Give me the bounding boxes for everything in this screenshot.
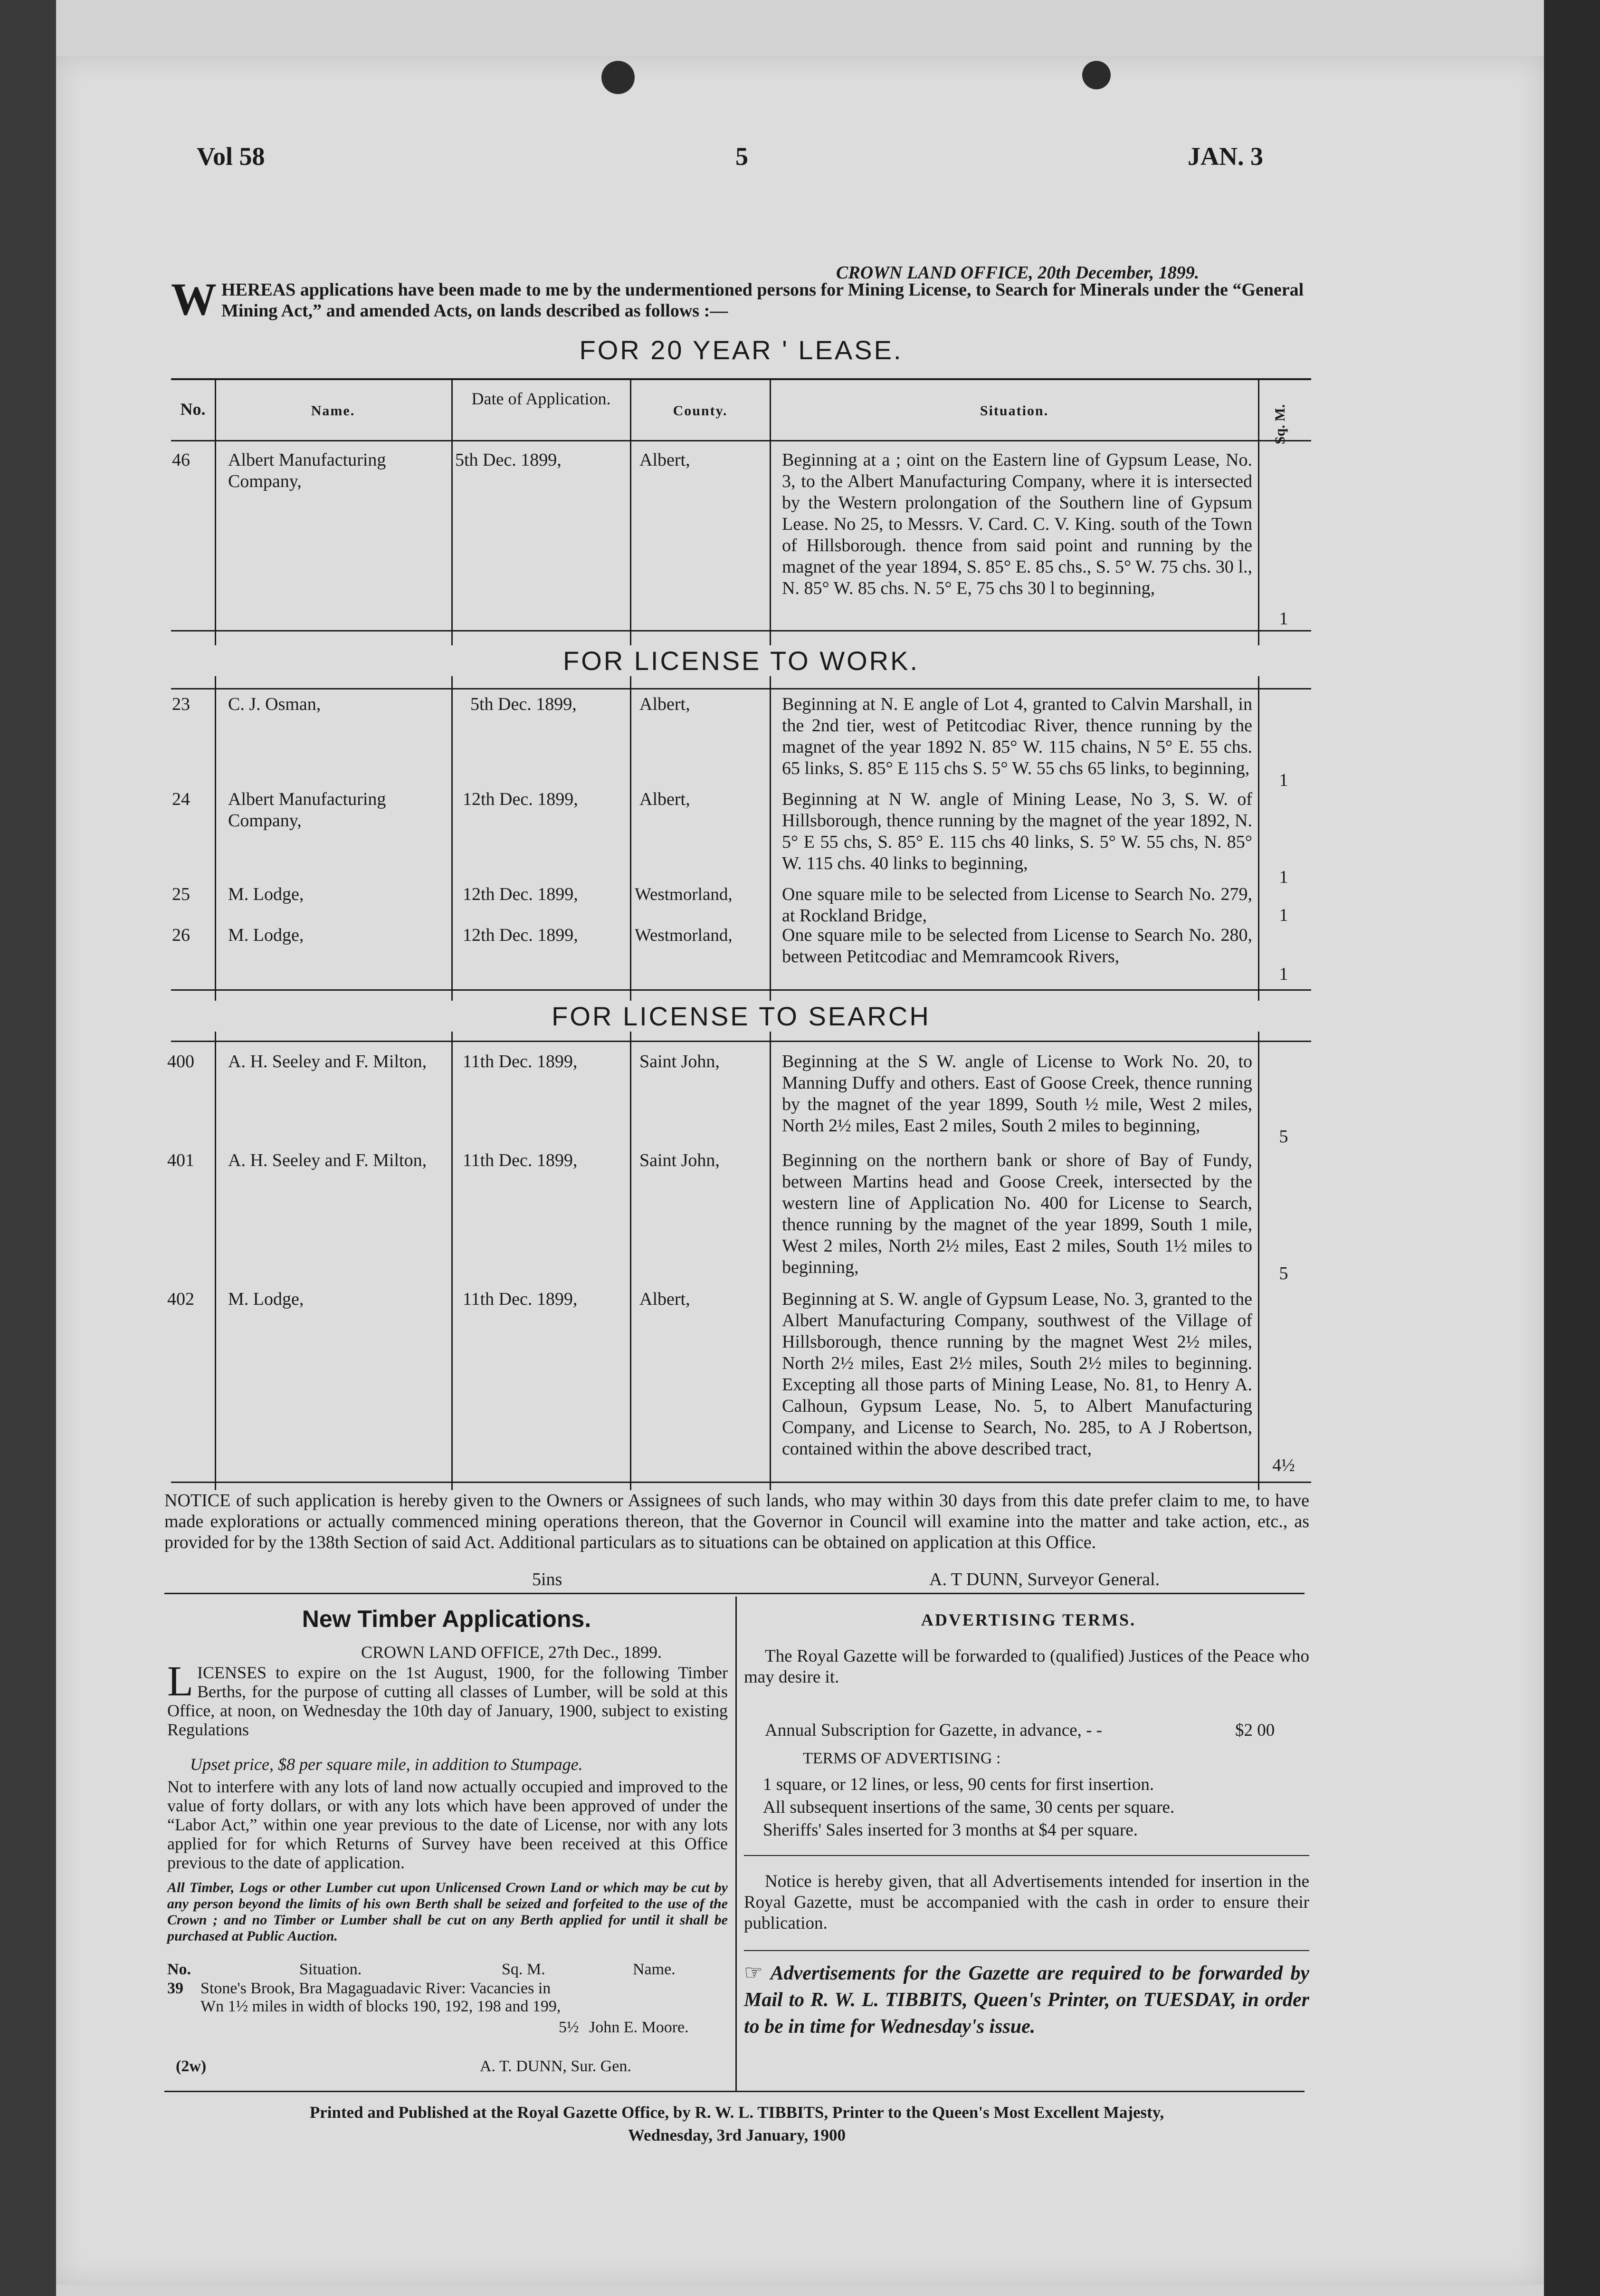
row-no: 46 [172, 450, 190, 470]
row-name: Albert Manufacturing Company, [228, 450, 386, 491]
row-county: Albert, [639, 789, 690, 809]
mail-notice [744, 1960, 1309, 2040]
section-title-search: FOR LICENSE TO SEARCH [171, 1001, 1311, 1032]
column-divider [735, 1597, 737, 2091]
row-date: 12th Dec. 1899, [463, 789, 578, 809]
advertising-rule [744, 1950, 1309, 1951]
timber-para2: Not to interfere with any lots of land now actually occupied and improved to the value of forty dollars, or with any lots which have been approved of under the “Labor Act,” within one year previous to the date of License, nor with any lots applied for for which Returns of Survey have been received at this Office previous to the date of application. [167, 1777, 728, 1872]
terms-line-1: 1 square, or 12 lines, or less, 90 cents for first insertion. [763, 1775, 1154, 1794]
col-header-situation: Situation. [980, 403, 1049, 419]
row-county: Westmorland, [635, 926, 733, 945]
row-situation: One square mile to be selected from License to Search No. 280, between Petitcodiac and Memramcook Rivers, [782, 925, 1252, 966]
row-date: 11th Dec. 1899, [463, 1150, 578, 1170]
row-name: Albert Manufacturing Company, [228, 789, 386, 831]
timber-col-sqm: Sq. M. [502, 1961, 545, 1978]
drop-cap: L [167, 1658, 193, 1705]
intro-text: HEREAS applications have been made to me by the undermentioned persons for Mining License, to Search for Minerals under the “General Mining Act,” and amended Acts, on lands described as follows :— [221, 280, 1304, 321]
footer-rule [164, 2091, 1305, 2092]
intro-paragraph [171, 274, 1311, 325]
col-header-county: County. [673, 403, 728, 419]
subscription-label: Annual Subscription for Gazette, in advance, - - [765, 1721, 1102, 1740]
row-sqm: 1 [1279, 905, 1288, 925]
row-no: 25 [172, 884, 190, 904]
volume-number: Vol 58 [197, 142, 265, 171]
drop-cap: W [171, 274, 217, 325]
notice-signature: A. T DUNN, Surveyor General. [929, 1569, 1160, 1589]
advertising-rule [744, 1855, 1309, 1856]
col-rule [451, 378, 453, 1490]
timber-paragraph [167, 1658, 728, 1739]
col-header-name: Name. [311, 403, 355, 419]
pointing-hand-icon: ☞ [744, 1961, 763, 1984]
row-sqm: 1 [1279, 964, 1288, 984]
header-rule [171, 440, 1311, 441]
timber-col-name: Name. [633, 1961, 676, 1978]
col-header-date: Date of Application. [471, 389, 611, 408]
row-situation: Beginning at N. E angle of Lot 4, granted to Calvin Marshall, in the 2nd tier, west of Petitcodiac River, thence running by the magnet of the year 1892 N. 85° W. 115 chains, N 5° E. 55 chs. 65 links, S. 85° E 115 chs S. 5° W. 55 chs 65 links, to beginning, [782, 694, 1252, 778]
timber-code: (2w) [176, 2057, 207, 2075]
advertising-p1: The Royal Gazette will be forwarded to (qualified) Justices of the Peace who may desire it. [744, 1646, 1309, 1687]
row-situation: Beginning on the northern bank or shore of Bay of Fundy, between Martins head and Goose Creek, intersected by the western line of Application No. 400 for License to Search, thence running by the magnet of the year 1899, South 1 mile, West 2 miles, North 2½ miles, East 2 miles, South 1½ miles to beginning, [782, 1150, 1252, 1277]
terms-line-3: Sheriffs' Sales inserted for 3 months at $4 per square. [763, 1820, 1138, 1840]
advertising-notice: Notice is hereby given, that all Advertisements intended for insertion in the Royal Gazette, must be accompanied with the cash in order to ensure their publication. [744, 1872, 1309, 1933]
book-binding [0, 0, 56, 2296]
row-no: 401 [167, 1150, 194, 1170]
page-number: 5 [735, 142, 748, 171]
section-title-lease: FOR 20 YEAR ' LEASE. [579, 335, 903, 365]
timber-entry-sqm: 5½ [559, 2019, 579, 2036]
section-rule [171, 630, 1311, 631]
timber-entry-name: John E. Moore. [589, 2019, 689, 2036]
row-county: Saint John, [639, 1150, 720, 1170]
punch-hole [601, 61, 635, 94]
advertising-title: ADVERTISING TERMS. [921, 1610, 1136, 1629]
row-date: 5th Dec. 1899, [455, 450, 562, 470]
section-title-work: FOR LICENSE TO WORK. [171, 645, 1311, 676]
timber-para1: ICENSES to expire on the 1st August, 1900, for the following Timber Berths, for the purpose of cutting all classes of Lumber, will be sold at this Office, at noon, on Wednesday the 10th day of January, 1900, subject to existing Regulations [167, 1663, 728, 1739]
row-county: Saint John, [639, 1052, 720, 1071]
row-sqm: 1 [1279, 867, 1288, 887]
row-sqm: 1 [1279, 609, 1288, 629]
mail-notice-text: Advertisements for the Gazette are required to be forwarded by Mail to R. W. L. TIBBITS, Queen's Printer, on TUESDAY, in order to be in time for Wednesday's issue. [744, 1962, 1310, 2038]
table-bottom-rule [171, 1482, 1311, 1483]
row-situation: Beginning at S. W. angle of Gypsum Lease, No. 3, granted to the Albert Manufacturing Company, southwest of the Village of Hillsborough, thence running by the magnet West 2½ miles, North 2½ miles, East 2½ miles, South 2½ miles to beginning. Excepting all those parts of Mining Lease, No. 81, to Henry A. Calhoun, Gypsum Lease, No. 5, to Albert Manufacturing Company, and License to Search, No. 285, to A J Robertson, contained within the above described tract, [782, 1289, 1252, 1459]
timber-office: CROWN LAND OFFICE, 27th Dec., 1899. [361, 1643, 662, 1662]
row-sqm: 5 [1279, 1127, 1288, 1147]
timber-warning: All Timber, Logs or other Lumber cut upon Unlicensed Crown Land or which may be cut by any person beyond the limits of his own Berth shall be seized and forfeited to the use of the Crown ; and no Timber or Lumber shall be cut on any Berth applied for until it shall be purchased at Public Auction. [167, 1880, 728, 1944]
row-situation: One square mile to be selected from License to Search No. 279, at Rockland Bridge, [782, 884, 1252, 926]
office-dateline: CROWN LAND OFFICE, 20th December, 1899. [836, 263, 1200, 283]
section-rule [171, 1041, 1311, 1042]
row-date: 11th Dec. 1899, [463, 1052, 578, 1071]
col-header-no: No. [180, 400, 206, 419]
row-name: A. H. Seeley and F. Milton, [228, 1150, 427, 1170]
row-date: 12th Dec. 1899, [463, 884, 578, 904]
terms-heading: TERMS OF ADVERTISING : [803, 1750, 1001, 1767]
row-situation: Beginning at a ; oint on the Eastern line of Gypsum Lease, No. 3, to the Albert Manufacturing Company, where it is intersected by the Western prolongation of the Southern line of Gypsum Lease. No 25, to Messrs. V. Card. C. V. King. south of the Town of Hillsborough. thence from said point and running by the magnet of the year 1894, S. 85° E. 85 chs., S. 5° W. 75 chs. 30 l., N. 85° W. 85 chs. N. 5° E, 75 chs 30 l to beginning, [782, 450, 1252, 598]
row-county: Albert, [639, 1289, 690, 1309]
table-top-rule [171, 378, 1311, 380]
timber-upset-price: Upset price, $8 per square mile, in addition to Stumpage. [190, 1755, 583, 1774]
row-name: A. H. Seeley and F. Milton, [228, 1052, 427, 1071]
row-name: M. Lodge, [228, 925, 304, 945]
punch-hole [1082, 61, 1111, 89]
row-situation: Beginning at N W. angle of Mining Lease, No 3, S. W. of Hillsborough, thence running by the magnet of the year 1892, N. 5° E 55 chs, S. 85° E. 115 chs 40 links, S. 5° W. 55 chs, N. 85° W. 115 chs. 40 links to beginning, [782, 789, 1252, 873]
row-no: 26 [172, 925, 190, 945]
printer-date: Wednesday, 3rd January, 1900 [628, 2126, 846, 2144]
col-rule [630, 378, 631, 1490]
row-no: 402 [167, 1289, 194, 1309]
row-name: M. Lodge, [228, 884, 304, 904]
col-header-sqm: Sq. M. [1272, 404, 1288, 445]
section-rule [171, 688, 1311, 689]
timber-signature: A. T. DUNN, Sur. Gen. [480, 2057, 631, 2075]
row-county: Westmorland, [635, 885, 733, 904]
timber-entry-situation: Stone's Brook, Bra Magaguadavic River: Vacancies in Wn 1½ miles in width of blocks 190, 192, 198 and 199, [200, 1980, 561, 2015]
page-edge [1544, 0, 1600, 2296]
row-situation: Beginning at the S W. angle of License to Work No. 20, to Manning Duffy and others. East of Goose Creek, thence running by the magnet of the year 1899, South ½ mile, West 2 miles, North 2½ miles, East 2 miles, South 2 miles to beginning, [782, 1052, 1252, 1136]
row-county: Albert, [639, 450, 690, 470]
row-date: 12th Dec. 1899, [463, 925, 578, 945]
row-date: 5th Dec. 1899, [470, 694, 577, 714]
timber-col-situation: Situation. [299, 1961, 362, 1978]
row-name: M. Lodge, [228, 1289, 304, 1309]
row-name: C. J. Osman, [228, 694, 321, 714]
issue-date: JAN. 3 [1188, 142, 1263, 171]
row-county: Albert, [639, 694, 690, 714]
subscription-price: $2 00 [1235, 1721, 1275, 1740]
timber-entry-no: 39 [167, 1980, 183, 1997]
timber-col-no: No. [167, 1961, 191, 1978]
column-divider-top [164, 1593, 1305, 1594]
col-rule [770, 378, 771, 1490]
row-sqm: 5 [1279, 1263, 1288, 1283]
row-sqm: 1 [1279, 770, 1288, 790]
row-date: 11th Dec. 1899, [463, 1289, 578, 1309]
notice-insertions: 5ins [532, 1569, 562, 1589]
notice-paragraph: NOTICE of such application is hereby given to the Owners or Assignees of such lands, who may within 30 days from this date prefer claim to me, to have made explorations or actually commenced mining operations thereon, that the Governor in Council will examine into the matter and take action, etc., as provided for by the 138th Section of said Act. Additional particulars as to situations can be obtained on application at this Office. [164, 1491, 1309, 1552]
terms-line-2: All subsequent insertions of the same, 30 cents per square. [763, 1798, 1175, 1817]
row-sqm: 4½ [1272, 1455, 1295, 1475]
col-rule [1258, 378, 1259, 1490]
row-no: 23 [172, 694, 190, 714]
timber-title: New Timber Applications. [302, 1606, 591, 1632]
section-rule [171, 989, 1311, 991]
printer-line: Printed and Published at the Royal Gazette Office, by R. W. L. TIBBITS, Printer to the Queen's Most Excellent Majesty, [309, 2103, 1164, 2122]
row-no: 400 [167, 1052, 194, 1071]
row-no: 24 [172, 789, 190, 809]
col-rule [215, 378, 216, 1490]
